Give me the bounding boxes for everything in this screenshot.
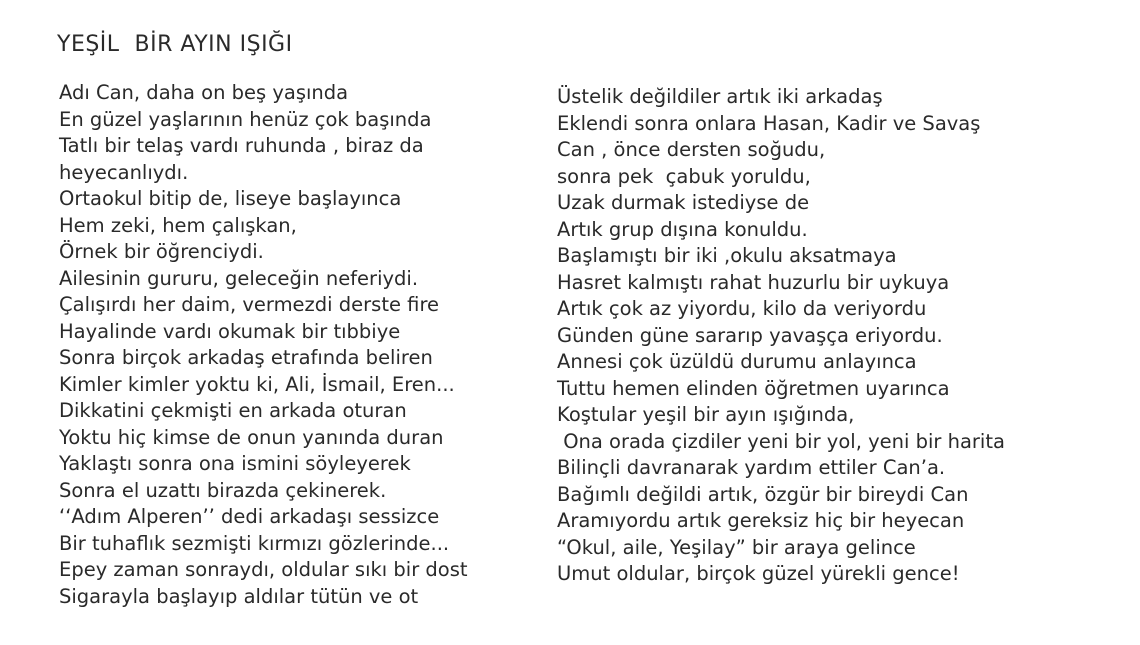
poem-line: Umut oldular, birçok güzel yürekli gence! <box>557 562 960 585</box>
poem-line: “Okul, aile, Yeşilay” bir araya gelince <box>557 535 916 559</box>
poem-line: Bir tuhaflık sezmişti kırmızı gözlerinde... <box>59 531 450 555</box>
poem-line: Sonra birçok arkadaş etrafında beliren <box>59 346 433 369</box>
poem-line: Aramıyordu artık gereksiz hiç bir heyecan <box>557 509 965 532</box>
poem-line: Ortaokul bitip de, liseye başlayınca <box>59 187 402 210</box>
poem-line: Kimler kimler yoktu ki, Ali, İsmail, Eren... <box>59 372 455 396</box>
poem-line: Uzak durmak istediyse de <box>557 191 810 214</box>
poem-line: Can , önce dersten soğudu, <box>557 138 826 161</box>
poem-line: Sigarayla başlayıp aldılar tütün ve ot <box>59 584 419 608</box>
poem-title: YEŞİL BİR AYIN IŞIĞI <box>57 32 293 57</box>
poem-line: Dikkatini çekmişti en arkada oturan <box>59 399 407 422</box>
poem-line: Epey zaman sonraydı, oldular sıkı bir dost <box>59 558 468 581</box>
poem-line: heyecanlıydı. <box>59 160 189 184</box>
poem-line: Çalışırdı her daim, vermezdi derste fire <box>59 293 440 316</box>
poem-line: Sonra el uzattı birazda çekinerek. <box>59 478 387 502</box>
poem-line: Ona orada çizdiler yeni bir yol, yeni bir harita <box>557 429 1005 453</box>
poem-line: Artık grup dışına konuldu. <box>557 217 808 241</box>
poem-line: Hasret kalmıştı rahat huzurlu bir uykuya <box>557 270 950 294</box>
poem-line: Artık çok az yiyordu, kilo da veriyordu <box>557 297 927 320</box>
poem-line: Annesi çok üzüldü durumu anlayınca <box>557 350 917 373</box>
poem-line: Günden güne sararıp yavaşça eriyordu. <box>557 323 943 347</box>
poem-line: Üstelik değildiler artık iki arkadaş <box>557 85 883 108</box>
poem-right-column <box>557 84 1005 588</box>
poem-left-column <box>59 80 468 610</box>
poem-line: Başlamıştı bir iki ,okulu aksatmaya <box>557 244 897 267</box>
poem-line: Bilinçli davranarak yardım ettiler Can’a. <box>557 456 946 479</box>
poem-line: En güzel yaşlarının henüz çok başında <box>59 107 432 131</box>
poem-line: Yaklaştı sonra ona ismini söyleyerek <box>59 452 411 475</box>
poem-line: sonra pek çabuk yoruldu, <box>557 164 811 188</box>
poem-line: Eklendi sonra onlara Hasan, Kadir ve Savaş <box>557 111 981 135</box>
poem-line: Tatlı bir telaş vardı ruhunda , biraz da <box>59 134 424 157</box>
poem-line: ‘‘Adım Alperen’’ dedi arkadaşı sessizce <box>59 505 440 528</box>
poem-line: Yoktu hiç kimse de onun yanında duran <box>59 425 444 449</box>
poem-line: Tuttu hemen elinden öğretmen uyarınca <box>557 376 950 400</box>
poem-line: Örnek bir öğrenciydi. <box>59 240 264 263</box>
poem-line: Koştular yeşil bir ayın ışığında, <box>557 403 855 426</box>
poem-line: Ailesinin gururu, geleceğin neferiydi. <box>59 266 419 290</box>
poem-line: Hem zeki, hem çalışkan, <box>59 213 297 237</box>
poem-line: Adı Can, daha on beş yaşında <box>59 81 349 104</box>
poem-line: Hayalinde vardı okumak bir tıbbiye <box>59 319 401 343</box>
poem-line: Bağımlı değildi artık, özgür bir bireydi Can <box>557 482 969 506</box>
